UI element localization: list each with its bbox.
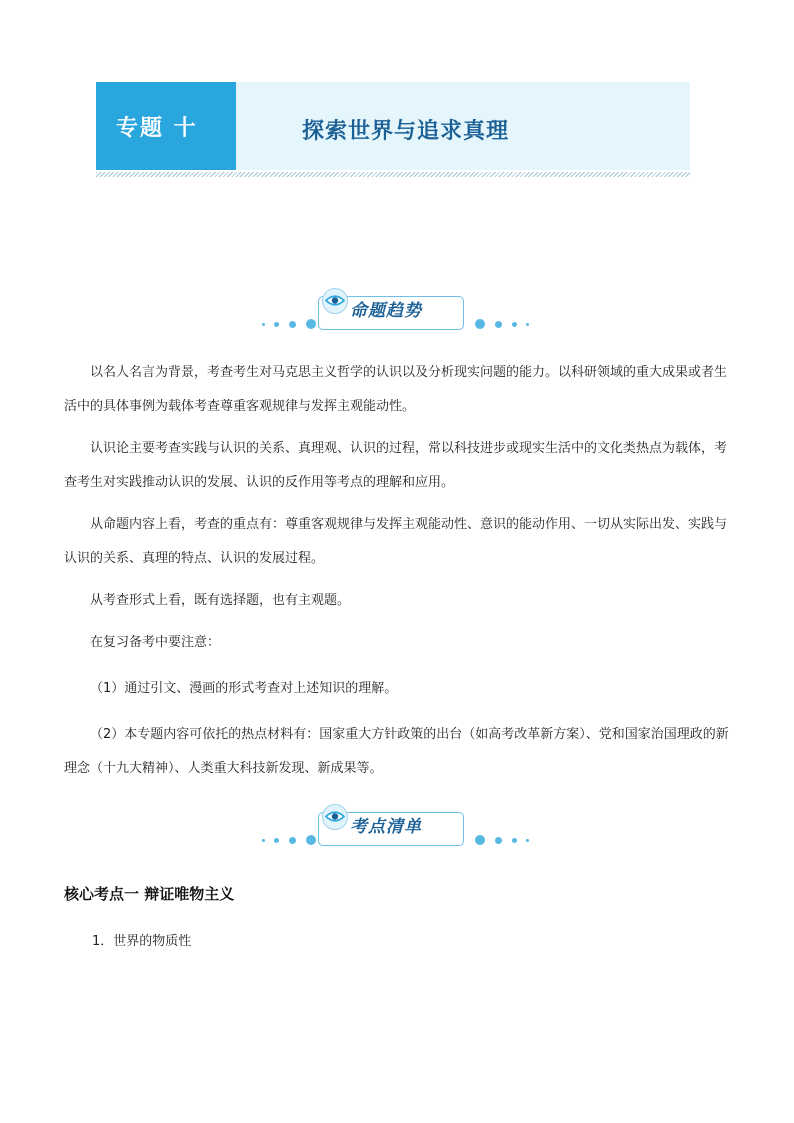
paragraph-background: 以名人名言为背景，考查考生对马克思主义哲学的认识以及分析现实问题的能力。以科研领域的重大成果或者生活中的具体事例为载体考查尊重客观规律与发挥主观能动性。 [64, 365, 728, 414]
badge-dot [526, 323, 529, 326]
topic-number: 专题 十 [116, 115, 198, 141]
topic-banner [96, 82, 690, 170]
paragraph-epistemology: 认识论主要考查实践与认识的关系、真理观、认识的过程，常以科技进步或现实生活中的文化类热点为载体，考查考生对实践推动认识的发展、认识的反作用等考点的理解和应用。 [64, 441, 728, 490]
badge-label: 考点清单 [350, 817, 422, 837]
eye-icon [322, 288, 348, 314]
section-badge-points [254, 812, 539, 862]
badge-dot [306, 319, 316, 329]
badge-dot [512, 838, 517, 843]
badge-label: 命题趋势 [350, 301, 422, 321]
section-item: 1．世界的物质性 [92, 934, 192, 949]
topic-tag [96, 82, 236, 170]
badge-dot [289, 321, 296, 328]
badge-dot [289, 837, 296, 844]
paragraph-content: 从命题内容上看，考查的重点有：尊重客观规律与发挥主观能动性、意识的能动作用、一切从实际出发、实践与认识的关系、真理的特点、认识的发展过程。 [64, 517, 728, 566]
paragraph-item-1: （1）通过引文、漫画的形式考查对上述知识的理解。 [90, 681, 398, 696]
badge-dot [262, 323, 265, 326]
badge-dot [495, 321, 502, 328]
paragraph-item-2: （2）本专题内容可依托的热点材料有：国家重大方针政策的出台（如高考改革新方案）、党和国家治国理政的新理念（十九大精神）、人类重大科技新发现、新成果等。 [64, 727, 729, 776]
banner-divider [96, 172, 690, 177]
badge-dot [495, 837, 502, 844]
badge-dot [526, 839, 529, 842]
eye-icon [322, 804, 348, 830]
badge-dot [274, 322, 279, 327]
section-heading: 核心考点一 辩证唯物主义 [64, 885, 235, 903]
badge-dot [306, 835, 316, 845]
paragraph-form: 从考查形式上看，既有选择题，也有主观题。 [90, 593, 351, 608]
badge-dot [512, 322, 517, 327]
paragraph-note: 在复习备考中要注意： [90, 635, 221, 650]
topic-title: 探索世界与追求真理 [302, 118, 510, 144]
badge-dot [262, 839, 265, 842]
badge-dot [475, 319, 485, 329]
badge-dot [475, 835, 485, 845]
section-badge-trend [254, 296, 539, 346]
badge-dot [274, 838, 279, 843]
